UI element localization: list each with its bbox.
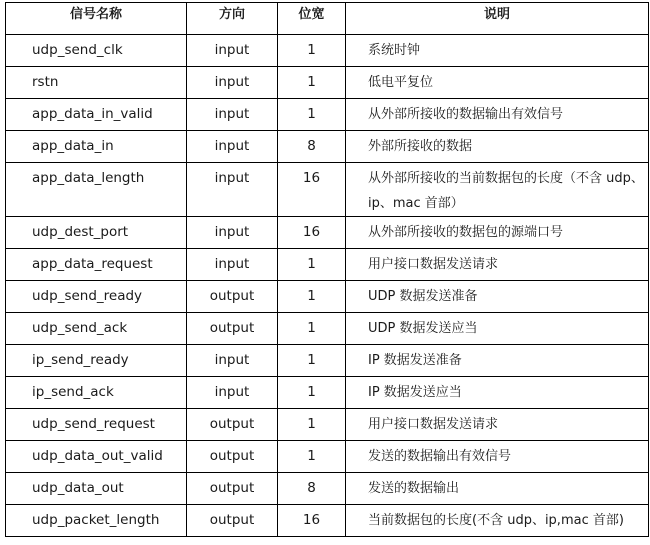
signal-description: UDP 数据发送应当 <box>368 321 478 336</box>
table-row <box>6 281 649 313</box>
signal-direction: output <box>209 320 255 336</box>
signal-description: 从外部所接收的数据输出有效信号 <box>368 107 564 122</box>
signal-description: IP 数据发送准备 <box>368 353 462 368</box>
signal-description: 发送的数据输出 <box>368 481 460 496</box>
signal-width: 1 <box>307 320 316 336</box>
signal-width: 1 <box>307 106 316 122</box>
signal-name: rstn <box>32 74 59 90</box>
header-direction: 方向 <box>187 3 278 35</box>
signal-name: ip_send_ack <box>32 384 114 400</box>
signal-description: 从外部所接收的数据包的源端口号 <box>368 225 564 240</box>
table-row <box>6 131 649 163</box>
signal-direction: input <box>214 352 250 368</box>
signal-description: 发送的数据输出有效信号 <box>368 449 512 464</box>
signal-direction: input <box>214 224 250 240</box>
signal-name: udp_send_ack <box>32 320 128 336</box>
signal-direction: input <box>214 74 250 90</box>
signal-width: 16 <box>302 512 321 528</box>
signal-width: 1 <box>307 42 316 58</box>
signal-width: 8 <box>307 480 316 496</box>
signal-name: app_data_length <box>32 170 145 186</box>
signal-width: 16 <box>302 224 321 240</box>
signal-direction: input <box>214 106 250 122</box>
signal-description: 用户接口数据发送请求 <box>368 257 499 272</box>
signal-name: udp_send_clk <box>32 42 123 58</box>
header-description: 说明 <box>346 3 649 35</box>
table-row <box>6 473 649 505</box>
table-row <box>6 505 649 537</box>
table-row <box>6 441 649 473</box>
signal-name: udp_packet_length <box>32 512 160 528</box>
signal-width: 16 <box>302 170 321 186</box>
table-row <box>6 377 649 409</box>
table-row <box>6 163 649 217</box>
header-width: 位宽 <box>278 3 346 35</box>
signal-description: 用户接口数据发送请求 <box>368 417 499 432</box>
signal-name: app_data_in_valid <box>32 106 153 122</box>
table-row <box>6 345 649 377</box>
signal-name: udp_data_out_valid <box>32 448 163 464</box>
signal-width: 1 <box>307 256 316 272</box>
table-row <box>6 249 649 281</box>
signal-width: 1 <box>307 288 316 304</box>
signal-direction: output <box>209 512 255 528</box>
table-row <box>6 217 649 249</box>
signal-direction: output <box>209 480 255 496</box>
signal-width: 8 <box>307 138 316 154</box>
signal-description: 从外部所接收的当前数据包的长度（不含 udp、ip、mac 首部） <box>368 171 644 211</box>
signal-description: 低电平复位 <box>368 75 434 90</box>
signal-description: 系统时钟 <box>368 43 421 58</box>
header-signal-name: 信号名称 <box>6 3 187 35</box>
signal-description: IP 数据发送应当 <box>368 385 462 400</box>
signal-direction: input <box>214 170 250 186</box>
signal-name: app_data_in <box>32 138 114 154</box>
signal-direction: input <box>214 256 250 272</box>
table-header-row <box>6 3 649 35</box>
table-row <box>6 313 649 345</box>
signal-width: 1 <box>307 384 316 400</box>
signal-description: 当前数据包的长度(不含 udp、ip,mac 首部) <box>368 513 624 528</box>
signal-direction: output <box>209 416 255 432</box>
signal-name: udp_data_out <box>32 480 124 496</box>
signal-direction: input <box>214 384 250 400</box>
table-row <box>6 35 649 67</box>
signal-name: udp_send_request <box>32 416 155 432</box>
signal-direction: input <box>214 42 250 58</box>
signal-width: 1 <box>307 352 316 368</box>
signal-description: 外部所接收的数据 <box>368 139 473 154</box>
table-row <box>6 99 649 131</box>
signal-width: 1 <box>307 416 316 432</box>
signal-direction: output <box>209 448 255 464</box>
signal-name: ip_send_ready <box>32 352 129 368</box>
signal-name: udp_send_ready <box>32 288 143 304</box>
signal-name: app_data_request <box>32 256 153 272</box>
signal-table <box>5 2 649 537</box>
signal-name: udp_dest_port <box>32 224 129 240</box>
table-row <box>6 409 649 441</box>
signal-direction: output <box>209 288 255 304</box>
signal-width: 1 <box>307 74 316 90</box>
signal-description: UDP 数据发送准备 <box>368 289 478 304</box>
signal-width: 1 <box>307 448 316 464</box>
signal-direction: input <box>214 138 250 154</box>
table-row <box>6 67 649 99</box>
